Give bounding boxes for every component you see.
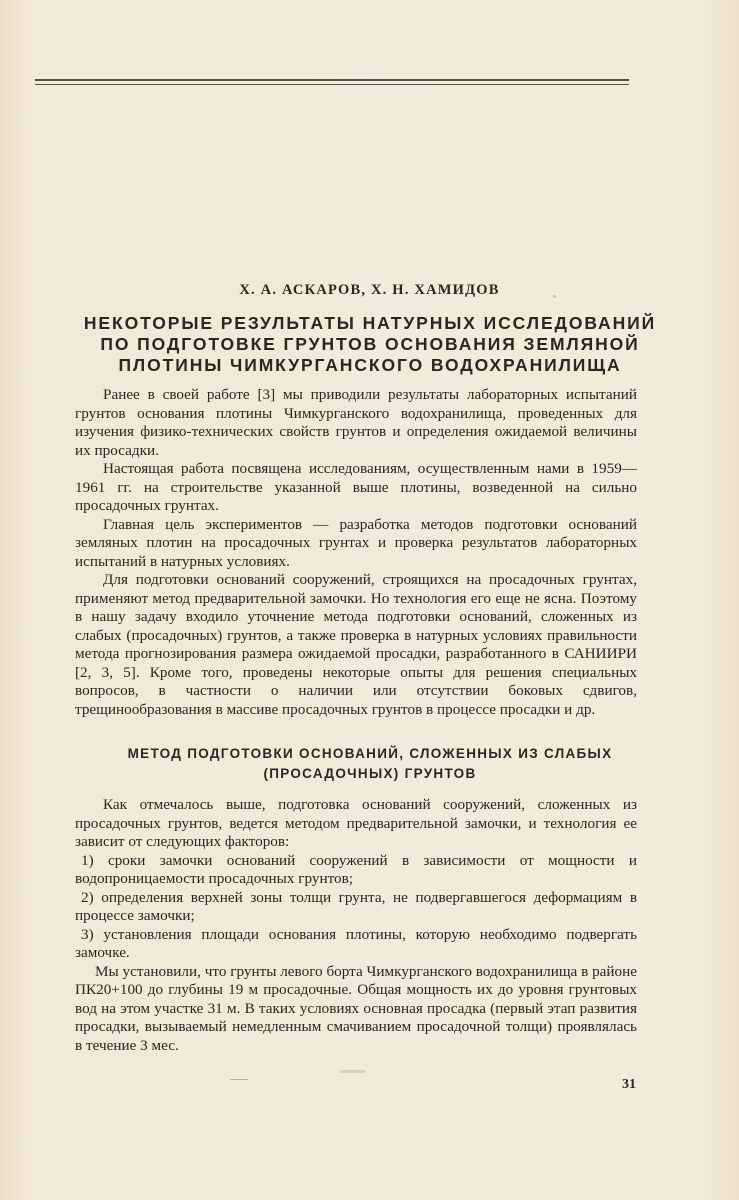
- print-smudge: [230, 1079, 248, 1080]
- page-number: 31: [622, 1077, 636, 1092]
- article-title: [60, 313, 680, 376]
- paragraph: Настоящая работа посвящена исследованиям, осуществленным нами в 1959—1961 гг. на строительстве указанной выше плотины, возведенной на сильно просадочных грунтах.: [75, 460, 637, 514]
- heading-line: (ПРОСАДОЧНЫХ) ГРУНТОВ: [263, 766, 477, 781]
- paragraph: Как отмечалось выше, подготовка оснований сооружений, сложенных из просадочных грунтов, ведется методом предварительной замочки, и технология ее зависит от следующих факторов:: [75, 796, 637, 850]
- list-item: 1) сроки замочки оснований сооружений в зависимости от мощности и водопроницаемости просадочных грунтов;: [75, 851, 637, 887]
- list-item: 2) определения верхней зоны толщи грунта, не подвергавшегося деформациям в процессе замочки;: [75, 888, 637, 924]
- paragraph: Ранее в своей работе [3] мы приводили результаты лабораторных испытаний грунтов основания плотины Чимкурганского водохранилища, проведенных для изучения физико-технических свойств грунтов и определения ожидаемой величины их просадки.: [75, 386, 637, 459]
- title-line: НЕКОТОРЫЕ РЕЗУЛЬТАТЫ НАТУРНЫХ ИССЛЕДОВАНИЙ: [83, 313, 657, 333]
- title-line: ПЛОТИНЫ ЧИМКУРГАНСКОГО ВОДОХРАНИЛИЩА: [118, 355, 622, 375]
- section-heading: [60, 744, 680, 784]
- paragraph: Главная цель экспериментов — разработка методов подготовки оснований земляных плотин на просадочных грунтах и проверка результатов лабораторных испытаний в натурных условиях.: [75, 515, 637, 570]
- list-item: 3) установления площади основания плотины, которую необходимо подвергать замочке.: [75, 925, 637, 961]
- paragraph: Мы установили, что грунты левого борта Чимкурганского водохранилища в районе ПК20+100 до глубины 19 м просадочные. Общая мощность их до уровня грунтовых вод на этом участке 31 м. В таких условиях основная просадка (первый этап развития просадки, вызываемый немедленным смачиванием просадочной толщи) проявлялась в течение 3 мес.: [75, 962, 637, 1054]
- title-line: ПО ПОДГОТОВКЕ ГРУНТОВ ОСНОВАНИЯ ЗЕМЛЯНОЙ: [100, 334, 640, 354]
- section-text: [75, 796, 637, 1055]
- paragraph: Для подготовки оснований сооружений, строящихся на просадочных грунтах, применяют метод предварительной замочки. Но технология его еще не ясна. Поэтому в нашу задачу входило уточнение метода подготовки оснований, сложенных из слабых (просадочных) грунтов, а также проверка в натурных условиях правильности метода прогнозирования размера ожидаемой просадки, разработанного в САНИИРИ [2, 3, 5]. Кроме того, проведены некоторые опыты для решения специальных вопросов, в частности о наличии или отсутствии боковых сдвигов, трещинообразования в массиве просадочных грунтов в процессе просадки и др.: [75, 571, 637, 718]
- top-rule-thin: [35, 84, 629, 85]
- print-speck: [553, 295, 556, 298]
- top-rule: [35, 79, 629, 81]
- print-smudge: [340, 1070, 366, 1073]
- authors: Х. А. АСКАРОВ, Х. Н. ХАМИДОВ: [239, 282, 500, 298]
- heading-line: МЕТОД ПОДГОТОВКИ ОСНОВАНИЙ, СЛОЖЕННЫХ ИЗ СЛАБЫХ: [127, 746, 613, 761]
- intro-text: [75, 386, 637, 719]
